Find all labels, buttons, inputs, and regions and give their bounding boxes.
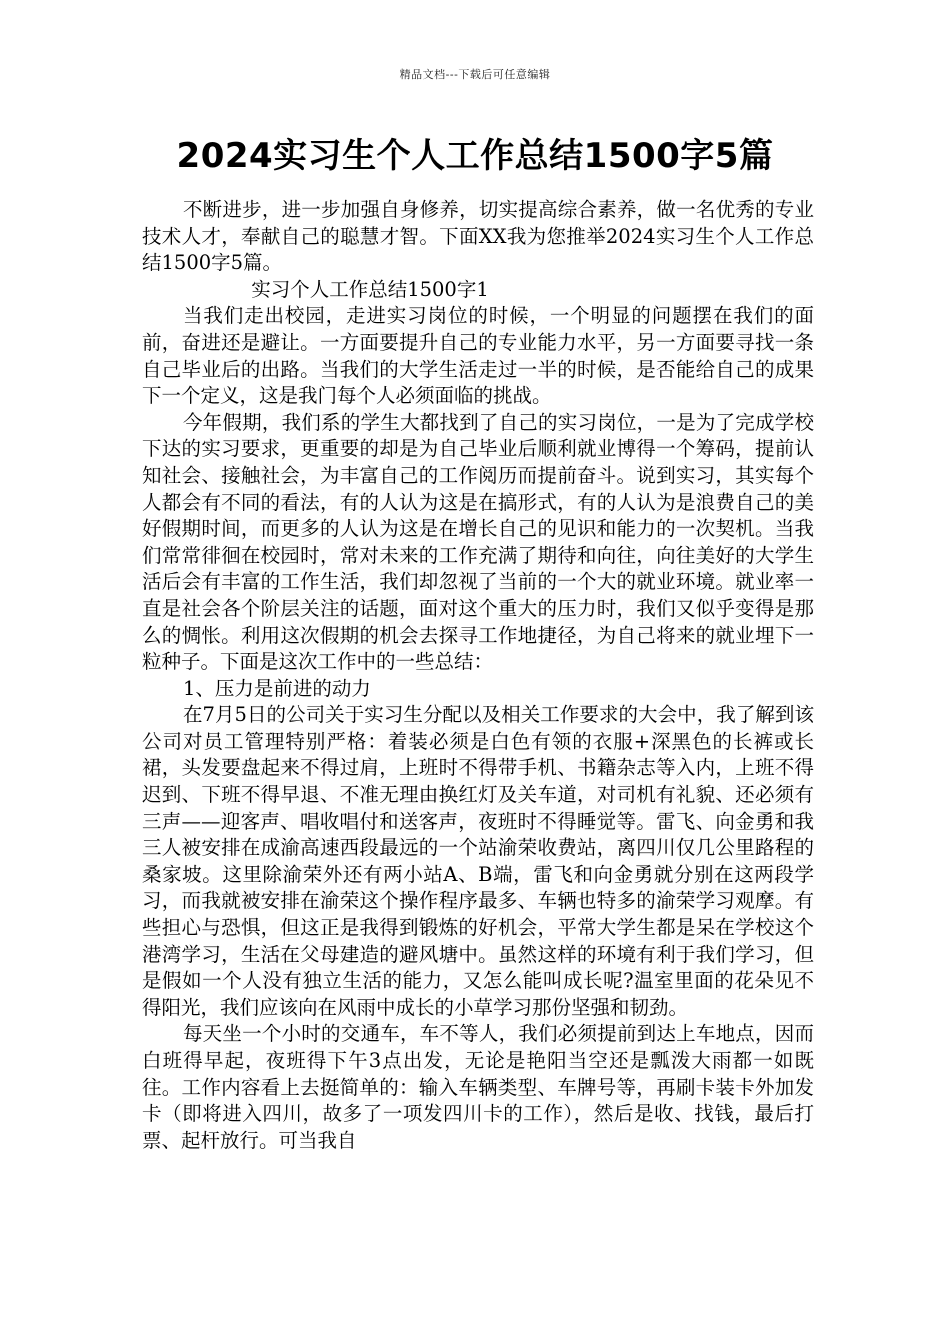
paragraph: 每天坐一个小时的交通车，车不等人，我们必须提前到达上车地点，因而白班得早起，夜班得下午3点出发，无论是艳阳当空还是瓢泼大雨都一如既往。工作内容看上去挺简单的：输入车辆类型、车牌号等，再刷卡装卡外加发卡（即将进入四川，故多了一项发四川卡的工作），然后是收、找钱，最后打票、起杆放行。可当我自 xyxy=(142,1022,814,1152)
subsection-heading: 1、压力是前进的动力 xyxy=(182,676,371,700)
header-note: 精品文档---下载后可任意编辑 xyxy=(399,68,551,81)
paragraph-intro: 不断进步，进一步加强自身修养，切实提高综合素养，做一名优秀的专业技术人才，奉献自己的聪慧才智。下面XX我为您推举2024实习生个人工作总结1500字5篇。 xyxy=(142,198,814,275)
document-body xyxy=(142,197,814,1154)
paragraph: 在7月5日的公司关于实习生分配以及相关工作要求的大会中，我了解到该公司对员工管理特别严格：着装必须是白色有领的衣服+深黑色的长裤或长裙，头发要盘起来不得过肩，上班时不得带手机、书籍杂志等入内，上班不得迟到、下班不得早退、不准无理由换红灯及关车道，对司机有礼貌、还必须有三声——迎客声、唱收唱付和送客声，夜班时不得睡觉等。雷飞、向金勇和我三人被安排在成渝高速西段最远的一个站渝荣收费站，离四川仅几公里路程的桑家坡。这里除渝荣外还有两小站A、B端，雷飞和向金勇就分别在这两段学习，而我就被安排在渝荣这个操作程序最多、车辆也特多的渝荣学习观摩。有些担心与恐惧，但这正是我得到锻炼的好机会，平常大学生都是呆在学校这个港湾学习，生活在父母建造的避风塘中。虽然这样的环境有利于我们学习，但是假如一个人没有独立生活的能力，又怎么能叫成长呢?温室里面的花朵见不得阳光，我们应该向在风雨中成长的小草学习那份坚强和韧劲。 xyxy=(142,703,814,1019)
section-heading: 实习个人工作总结1500字1 xyxy=(251,277,489,301)
paragraph: 今年假期，我们系的学生大都找到了自己的实习岗位，一是为了完成学校下达的实习要求，更重要的却是为自己毕业后顺利就业博得一个筹码，提前认知社会、接触社会，为丰富自己的工作阅历而提前奋斗。说到实习，其实每个人都会有不同的看法，有的人认为这是在搞形式，有的人认为是浪费自己的美好假期时间，而更多的人认为这是在增长自己的见识和能力的一次契机。当我们常常徘徊在校园时，常对未来的工作充满了期待和向往，向往美好的大学生活后会有丰富的工作生活，我们却忽视了当前的一个大的就业环境。就业率一直是社会各个阶层关注的话题，面对这个重大的压力时，我们又似乎变得是那么的惆怅。利用这次假期的机会去探寻工作地捷径，为自己将来的就业埋下一粒种子。下面是这次工作中的一些总结： xyxy=(142,410,814,674)
paragraph: 当我们走出校园，走进实习岗位的时候，一个明显的问题摆在我们的面前，奋进还是避让。一方面要提升自己的专业能力水平，另一方面要寻找一条自己毕业后的出路。当我们的大学生活走过一半的时候，是否能给自己的成果下一个定义，这是我门每个人必须面临的挑战。 xyxy=(142,304,814,408)
document-title: 2024实习生个人工作总结1500字5篇 xyxy=(176,136,774,176)
